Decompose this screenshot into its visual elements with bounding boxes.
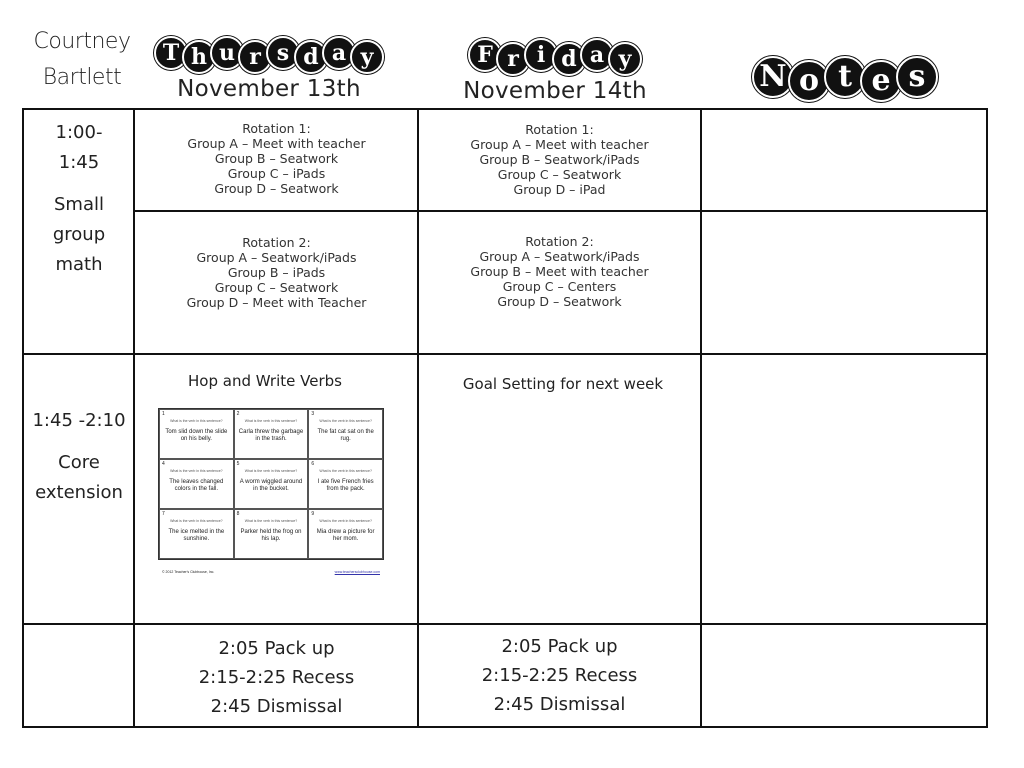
math-time-label xyxy=(24,118,134,280)
rotation-line: Group B – iPads xyxy=(227,265,326,280)
rotation-title: Rotation 1: xyxy=(525,122,594,137)
verb-worksheet xyxy=(158,408,384,590)
worksheet-question: What is the verb in this sentence? xyxy=(170,419,223,423)
rotation-title: Rotation 2: xyxy=(525,234,594,249)
friday-title-letter: r xyxy=(496,42,530,76)
worksheet-sentence: The ice melted in the sunshine. xyxy=(168,529,225,542)
worksheet-copyright: © 2012 Teacher's Clubhouse, Inc. xyxy=(162,570,215,574)
thursday-title-letter: u xyxy=(210,36,244,70)
worksheet-cell xyxy=(308,459,383,509)
thursday-title-letter: y xyxy=(350,40,384,74)
friday-title-letter: d xyxy=(552,42,586,76)
worksheet-sentence: Mia drew a picture for her mom. xyxy=(316,529,375,542)
grid-rotation-divider xyxy=(135,210,988,212)
end-line: 2:15-2:25 Recess xyxy=(481,665,638,686)
rotation-line: Group D – Seatwork xyxy=(214,181,339,196)
worksheet-cell-number: 3 xyxy=(311,411,315,417)
teacher-name xyxy=(22,24,142,96)
rotation-line: Group D – Seatwork xyxy=(497,294,622,309)
friday-title-letter: F xyxy=(468,38,502,72)
math-time-end: 1:45 xyxy=(58,152,100,173)
worksheet-question: What is the verb in this sentence? xyxy=(244,519,298,523)
worksheet-cell xyxy=(159,509,234,559)
rotation-line: Group A – Meet with teacher xyxy=(470,137,649,152)
worksheet-cell-number: 1 xyxy=(162,411,165,417)
thursday-title xyxy=(140,38,398,72)
rotation-line: Group C – Seatwork xyxy=(214,280,339,295)
friday-header xyxy=(430,40,680,104)
worksheet-question: What is the verb in this sentence? xyxy=(244,469,298,473)
worksheet-cell xyxy=(234,509,309,559)
worksheet-footer xyxy=(162,570,380,574)
friday-title-letter: y xyxy=(608,42,642,76)
rotation-title: Rotation 2: xyxy=(242,235,311,250)
worksheet-sentence: Tom slid down the slide on his belly. xyxy=(165,429,228,442)
worksheet-grid xyxy=(158,408,384,560)
rotation-line: Group C – iPads xyxy=(227,166,326,181)
thursday-header xyxy=(140,38,398,102)
worksheet-cell xyxy=(308,409,383,459)
rotation-line: Group D – Meet with Teacher xyxy=(186,295,367,310)
worksheet-question: What is the verb in this sentence? xyxy=(319,419,372,423)
friday-rotation-2 xyxy=(419,234,700,309)
worksheet-sentence: I ate five French fries from the pack. xyxy=(317,479,374,492)
worksheet-sentence: A worm wiggled around in the bucket. xyxy=(239,479,303,492)
notes-title xyxy=(720,58,970,100)
worksheet-cell-number: 5 xyxy=(236,461,240,467)
math-subject-line2: group xyxy=(52,224,106,245)
math-subject-line3: math xyxy=(55,254,103,275)
end-line: 2:05 Pack up xyxy=(218,638,335,659)
notes-title-letter: s xyxy=(896,56,938,98)
rotation-line: Group B – Seatwork/iPads xyxy=(479,152,640,167)
thursday-title-letter: h xyxy=(182,40,216,74)
notes-title-letter: N xyxy=(752,56,794,98)
friday-core-title: Goal Setting for next week xyxy=(462,375,664,393)
grid-top xyxy=(22,108,988,110)
worksheet-question: What is the verb in this sentence? xyxy=(170,469,223,473)
friday-date: November 14th xyxy=(463,78,647,104)
worksheet-cell-number: 4 xyxy=(162,461,165,467)
notes-title-letter: e xyxy=(860,60,902,102)
grid-row3 xyxy=(22,623,988,625)
core-time-label xyxy=(24,406,134,508)
notes-header xyxy=(720,58,970,100)
end-line: 2:05 Pack up xyxy=(501,636,618,657)
worksheet-cell xyxy=(234,459,309,509)
worksheet-cell-number: 8 xyxy=(236,511,240,517)
teacher-last-name: Bartlett xyxy=(42,65,122,90)
notes-title-letter: o xyxy=(788,60,830,102)
friday-title-letter: i xyxy=(524,38,558,72)
worksheet-url: www.teachersclubhouse.com xyxy=(334,570,380,574)
friday-rotation-1 xyxy=(419,122,700,197)
worksheet-cell xyxy=(159,459,234,509)
end-line: 2:45 Dismissal xyxy=(210,696,343,717)
grid-bottom xyxy=(22,726,988,728)
rotation-line: Group C – Seatwork xyxy=(497,167,622,182)
worksheet-question: What is the verb in this sentence? xyxy=(319,469,372,473)
core-time: 1:45 -2:10 xyxy=(32,410,126,431)
thursday-rotation-1 xyxy=(136,121,417,196)
worksheet-question: What is the verb in this sentence? xyxy=(319,519,372,523)
grid-row2 xyxy=(22,353,988,355)
worksheet-question: What is the verb in this sentence? xyxy=(244,419,298,423)
rotation-line: Group B – Meet with teacher xyxy=(470,264,649,279)
rotation-line: Group A – Seatwork/iPads xyxy=(196,250,357,265)
grid-right xyxy=(986,108,988,728)
worksheet-cell xyxy=(159,409,234,459)
rotation-line: Group A – Seatwork/iPads xyxy=(479,249,640,264)
end-line: 2:45 Dismissal xyxy=(493,694,626,715)
thursday-date: November 13th xyxy=(177,76,361,102)
grid-col3 xyxy=(700,108,702,728)
thursday-rotation-2 xyxy=(136,235,417,310)
friday-title-letter: a xyxy=(580,38,614,72)
worksheet-sentence: Carla threw the garbage in the trash. xyxy=(238,429,304,442)
worksheet-cell xyxy=(234,409,309,459)
worksheet-cell-number: 9 xyxy=(311,511,315,517)
worksheet-cell-number: 6 xyxy=(311,461,315,467)
friday-title xyxy=(430,40,680,74)
worksheet-question: What is the verb in this sentence? xyxy=(170,519,223,523)
notes-title-letter: t xyxy=(824,56,866,98)
core-subject-line1: Core xyxy=(58,452,100,473)
rotation-title: Rotation 1: xyxy=(242,121,311,136)
math-subject-line1: Small xyxy=(54,194,104,215)
math-time-start: 1:00- xyxy=(55,122,103,143)
worksheet-sentence: Parker held the frog on his lap. xyxy=(240,529,302,542)
teacher-first-name: Courtney xyxy=(33,29,131,54)
thursday-title-letter: a xyxy=(322,36,356,70)
thursday-title-letter: d xyxy=(294,40,328,74)
thursday-title-letter: r xyxy=(238,40,272,74)
end-line: 2:15-2:25 Recess xyxy=(198,667,355,688)
core-subject-line2: extension xyxy=(35,482,123,503)
rotation-line: Group D – iPad xyxy=(513,182,606,197)
thursday-core-title: Hop and Write Verbs xyxy=(188,372,342,390)
rotation-line: Group A – Meet with teacher xyxy=(187,136,366,151)
worksheet-cell-number: 7 xyxy=(162,511,165,517)
worksheet-sentence: The leaves changed colors in the fall. xyxy=(169,479,224,492)
worksheet-sentence: The fat cat sat on the rug. xyxy=(317,429,374,442)
thursday-title-letter: T xyxy=(154,36,188,70)
worksheet-cell-number: 2 xyxy=(236,411,240,417)
rotation-line: Group B – Seatwork xyxy=(214,151,339,166)
thursday-title-letter: s xyxy=(266,36,300,70)
thursday-end-of-day xyxy=(136,634,417,721)
friday-end-of-day xyxy=(419,632,700,719)
rotation-line: Group C – Centers xyxy=(502,279,617,294)
worksheet-cell xyxy=(308,509,383,559)
